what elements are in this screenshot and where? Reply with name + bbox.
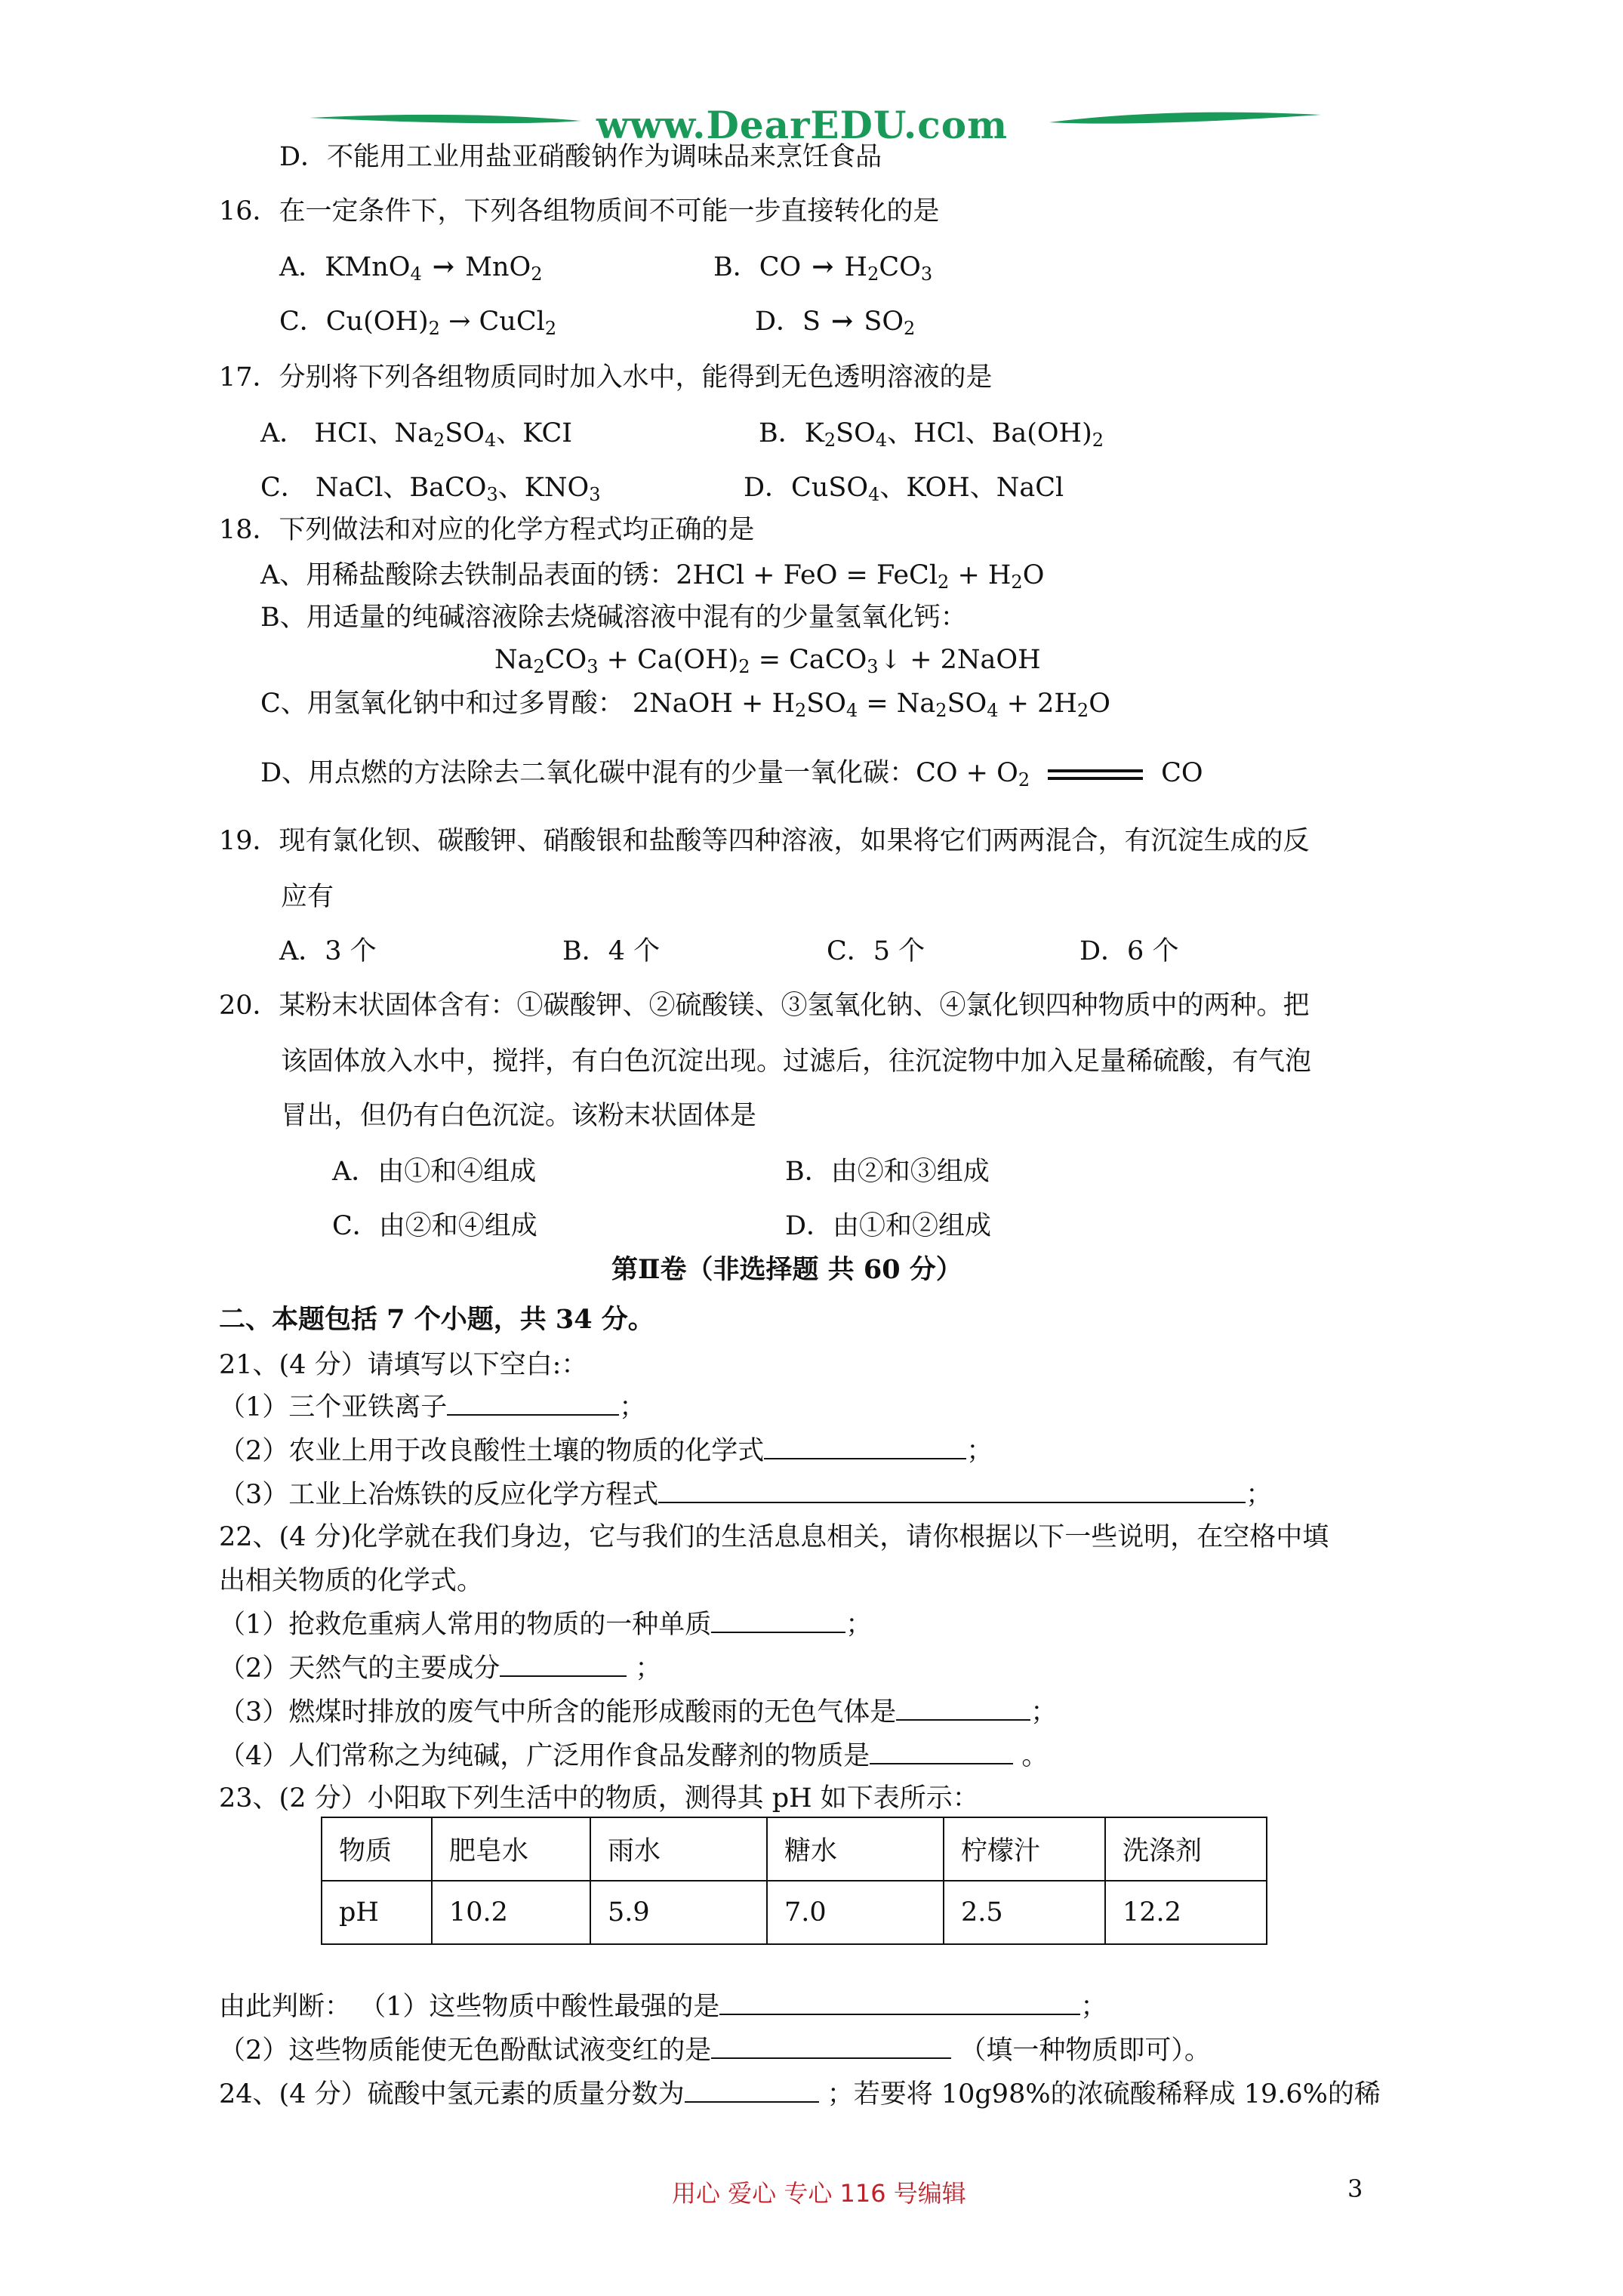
q22-item-1: （1）抢救危重病人常用的物质的一种单质 ； — [219, 1610, 873, 1640]
page-footer: 用心 爱心 专心 116 号编辑 — [672, 2179, 966, 2208]
q16-stem: 16．在一定条件下，下列各组物质间不可能一步直接转化的是 — [219, 196, 940, 227]
q22-item-2: （2）天然气的主要成分 ； — [219, 1653, 662, 1684]
arrow-icon: → — [812, 251, 834, 282]
q20-option-d: D．由①和②组成 — [785, 1211, 992, 1241]
q18-option-a: A、用稀盐酸除去铁制品表面的锈：2HCl + FeO = FeCl$_2$ + $H_2O$ — [260, 560, 1045, 593]
table-header-cell: 洗涤剂 — [1105, 1817, 1267, 1881]
q24-stem: 24、(4 分）硫酸中氢元素的质量分数为 ；若要将 10g98%的浓硫酸稀释成 19.6%的稀 — [219, 2079, 1381, 2110]
q18-option-b-equation: $Na_2CO_3 + Ca(OH)_2$ = CaCO$_3$↓ + 2NaOH — [494, 645, 1041, 677]
table-cell: 5.9 — [590, 1881, 767, 1944]
ph-table — [321, 1817, 1267, 1945]
q18-option-d: D、用点燃的方法除去二氧化碳中混有的少量一氧化碳：CO + $O_2$ CO — [260, 758, 1203, 791]
table-cell: pH — [322, 1881, 432, 1944]
q17-option-a: A． HCI、$Na_2SO_4$、KCI — [260, 418, 573, 451]
q18-option-b: B、用适量的纯碱溶液除去烧碱溶液中混有的少量氢氧化钙： — [260, 603, 967, 633]
q22-stem: 22、(4 分)化学就在我们身边，它与我们的生活息息相关，请你根据以下一些说明，在空格中填 — [219, 1522, 1329, 1552]
q16-option-a: A．KMnO$_4$ → MnO$_2$ — [279, 251, 543, 285]
arrow-icon: → — [432, 251, 455, 282]
answer-blank — [658, 1479, 1246, 1503]
table-row — [322, 1817, 1267, 1881]
table-header-cell: 物质 — [322, 1817, 432, 1881]
table-row — [322, 1881, 1267, 1944]
site-logo-text: www.DearEDU.com — [596, 103, 1009, 147]
table-cell: 12.2 — [1105, 1881, 1267, 1944]
answer-blank — [685, 2079, 819, 2103]
q17-option-b: B．$K_2SO_4$、HCl、$Ba(OH)_2$ — [759, 418, 1104, 451]
table-cell: 2.5 — [944, 1881, 1105, 1944]
q19-stem: 19．现有氯化钡、碳酸钾、硝酸银和盐酸等四种溶液，如果将它们两两混合，有沉淀生成的反 — [219, 826, 1310, 856]
answer-blank — [711, 1609, 845, 1633]
q20-option-b: B．由②和③组成 — [785, 1157, 990, 1187]
q17-option-c: C． NaCl、BaCO$_3$、$KNO_3$ — [260, 473, 601, 505]
q19-option-a: A．3 个 — [279, 936, 377, 966]
q16-option-c: C．$Cu(OH)_2$ → CuCl$_2$ — [279, 307, 557, 339]
arrow-icon: → — [831, 306, 854, 337]
q16-option-d: D．$S \to SO_2$ — [755, 306, 916, 339]
q15-option-d: D．不能用工业用盐亚硝酸钠作为调味品来烹饪食品 — [279, 142, 882, 172]
table-header-cell: 柠檬汁 — [944, 1817, 1105, 1881]
q19-stem-cont: 应有 — [281, 882, 334, 912]
q22-item-3: （3）燃煤时排放的废气中所含的能形成酸雨的无色气体是 ； — [219, 1697, 1058, 1727]
banner-swoosh-right — [1049, 112, 1321, 124]
q19-option-c: C．5 个 — [827, 936, 925, 966]
page-number: 3 — [1347, 2174, 1363, 2203]
section-2-title: 第Ⅱ卷（非选择题 共 60 分） — [611, 1254, 962, 1285]
q21-stem: 21、(4 分）请填写以下空白:： — [219, 1350, 588, 1380]
answer-blank — [764, 1435, 966, 1459]
q17-stem: 17．分别将下列各组物质同时加入水中，能得到无色透明溶液的是 — [219, 362, 993, 393]
answer-blank — [870, 1740, 1013, 1764]
q19-option-b: B．4 个 — [562, 936, 661, 966]
q23-judge-1: 由此判断： （1）这些物质中酸性最强的是 ； — [219, 1992, 1107, 2022]
q21-item-1: （1）三个亚铁离子 ； — [219, 1392, 646, 1422]
q16-option-b: B．CO → $H_2CO_3$ — [713, 251, 933, 285]
q19-option-d: D．6 个 — [1079, 936, 1179, 966]
q21-item-2: （2）农业上用于改良酸性土壤的物质的化学式 ； — [219, 1436, 993, 1466]
part-2-heading: 二、本题包括 7 个小题，共 34 分。 — [219, 1304, 654, 1335]
q18-option-c: C、用氢氧化钠中和过多胃酸： 2NaOH + $H_2SO_4 = Na_2SO_4 + 2H_2O$ — [260, 689, 1110, 721]
q23-judge-2: （2）这些物质能使无色酚酞试液变红的是 （填一种物质即可）。 — [219, 2036, 1211, 2066]
q23-stem: 23、(2 分）小阳取下列生活中的物质，测得其 pH 如下表所示： — [219, 1783, 979, 1814]
q18-stem: 18．下列做法和对应的化学方程式均正确的是 — [219, 515, 755, 545]
q20-stem: 20．某粉末状固体含有：①碳酸钾、②硫酸镁、③氢氧化钠、④氯化钡四种物质中的两种。把 — [219, 991, 1310, 1021]
reaction-equals-icon — [1048, 769, 1143, 780]
down-arrow-icon: ↓ — [879, 645, 902, 675]
table-header-cell: 糖水 — [767, 1817, 944, 1881]
answer-blank — [711, 2035, 951, 2059]
q22-stem-cont: 出相关物质的化学式。 — [219, 1566, 484, 1596]
banner-swoosh-left — [310, 115, 581, 123]
answer-blank — [719, 1991, 1080, 2015]
q22-item-4: （4）人们常称之为纯碱，广泛用作食品发酵剂的物质是 。 — [219, 1741, 1049, 1771]
q20-option-a: A．由①和④组成 — [332, 1157, 537, 1187]
table-cell: 10.2 — [432, 1881, 590, 1944]
answer-blank — [896, 1697, 1030, 1721]
q21-item-3: （3）工业上冶炼铁的反应化学方程式 ； — [219, 1480, 1273, 1510]
table-header-cell: 雨水 — [590, 1817, 767, 1881]
answer-blank — [447, 1391, 619, 1416]
table-cell: 7.0 — [767, 1881, 944, 1944]
q20-option-c: C．由②和④组成 — [332, 1211, 537, 1241]
table-header-cell: 肥皂水 — [432, 1817, 590, 1881]
answer-blank — [500, 1653, 627, 1677]
q20-stem-cont1: 该固体放入水中，搅拌，有白色沉淀出现。过滤后，往沉淀物中加入足量稀硫酸，有气泡 — [281, 1046, 1312, 1077]
q20-stem-cont2: 冒出，但仍有白色沉淀。该粉末状固体是 — [281, 1101, 757, 1131]
q17-option-d: D．CuSO$_4$、KOH、NaCl — [744, 473, 1064, 505]
